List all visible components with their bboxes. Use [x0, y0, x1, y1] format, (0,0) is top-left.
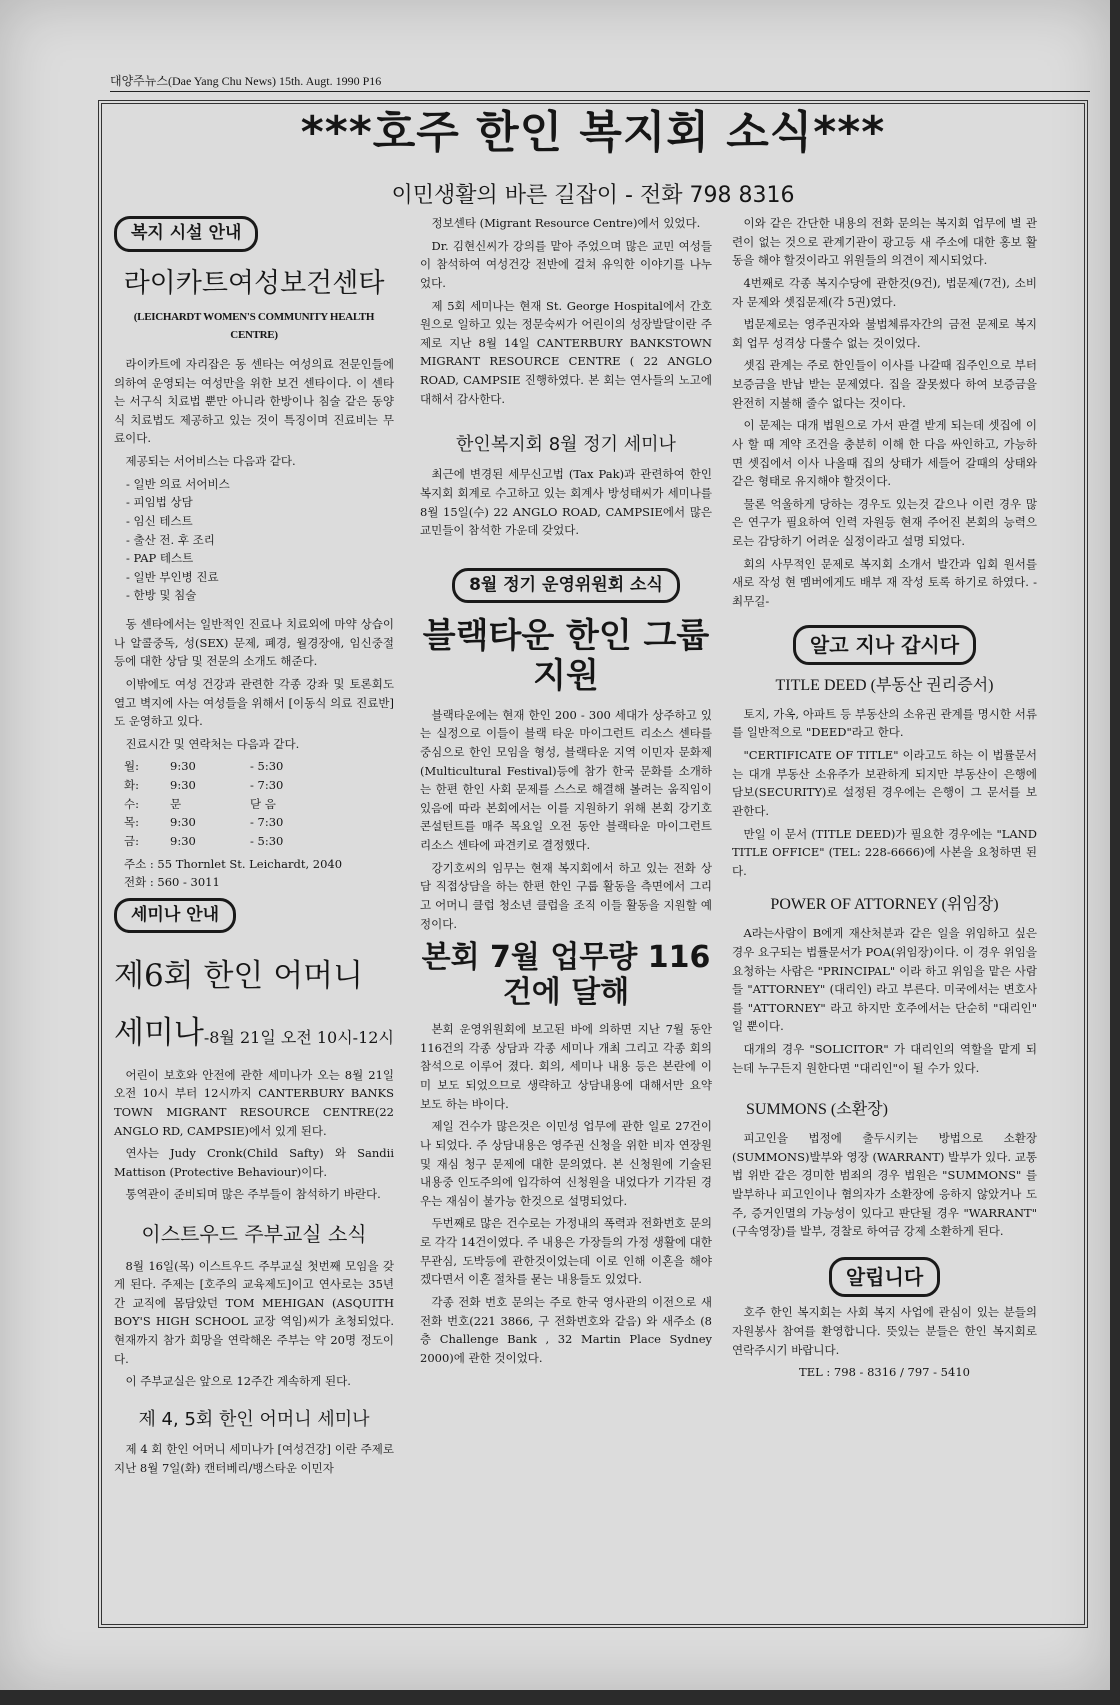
paragraph: 정보센타 (Migrant Resource Centre)에서 있었다. [431, 216, 701, 230]
paragraph: 본회 운영위원회에 보고된 바에 의하면 지난 7월 동안 116건의 각종 상담과 각종 세미나 개최 그리고 각종 회의 참석으로 이루어 졌다. 회의, 세미나 내용 등은 본란에 이미 보도 되었으므로 생략하고 상담내용에 대해서만 요약 보도 하는 바이다. [420, 1022, 712, 1111]
facility-guide-badge: 복지 시설 안내 [114, 216, 258, 252]
column-3 [732, 214, 1037, 1382]
hours-close: - 5:30 [250, 833, 284, 848]
paragraph: 이 문제는 대개 법원으로 가서 판결 받게 되는데 셋집에 이사 할 때 계약 조건을 충분히 이해 한 다음 싸인하고, 가능하면 셋집에서 이사 나올때 집의 상태가 세들어 갈때의 상태와 같은 형태로 유지해야 할것이다. [732, 418, 1037, 489]
paragraph: 두번째로 많은 건수로는 가정내의 폭력과 전화번호 문의로 각각 14건이였다. 주 내용은 가장들의 가정 생활에 대한 무관심, 도박등에 관한것이었는데 이로 인해 이혼을 해야겠다면서 이혼 절차를 묻는 내용들도 있었다. [420, 1216, 712, 1287]
paragraph: 호주 한인 복지회는 사회 복지 사업에 관심이 있는 분들의 자원봉사 참여를 환영합니다. 뜻있는 분들은 한인 복지회로 연락주시기 바랍니다. [732, 1305, 1037, 1357]
list-item: - 일반 부인병 진료 [126, 569, 219, 584]
committee-badge-wrap [420, 566, 712, 610]
mother-seminar-title: 제 4, 5회 한인 어머니 세미나 [138, 1408, 370, 1430]
paragraph: 라이카트에 자리잡은 동 센타는 여성의료 전문인들에 의하여 운영되는 여성만을 위한 보건 센타이다. 이 센타는 서구식 치료법 뿐만 아니라 한방이나 침술 같은 동양식 치료법도 제공하고 있는 것이 특징이며 진료비는 무료이다. [114, 356, 394, 446]
address: 주소 : 55 Thornlet St. Leichardt, 2040 [124, 856, 343, 871]
paragraph: 블랙타운에는 현재 한인 200 - 300 세대가 상주하고 있는 실정으로 이들이 블랙 타운 마이그런트 리소스 센타를 중심으로 한인 모임을 형성, 블랙타운 지역 이민자 문화제(Multicultural Festival)등에 참가 한국 문화를 소개하는 한편 한인 사회 문제를 스스로 해결해 볼려는 움직임이 있음에 따라 본회에서는 이를 지원하기 위해 본회 강기호 콘설턴트를 매주 목요일 오전 동안 블랙타운 마이그런트 리소스 센타에 파견키로 결정했다. [420, 707, 712, 852]
seminar-date: -8월 21일 오전 10시-12시 [203, 1027, 394, 1047]
paragraph: 제공되는 서어비스는 다음과 같다. [125, 454, 296, 469]
paragraph: 제일 건수가 많은것은 이민성 업무에 관한 일로 27건이나 되었다. 주 상담내용은 영주권 신청을 위한 비자 연장원및 재심 청구 문제에 대한 문의였다. 본 신청원에 기술된 내용중 인도주의에 입각하여 신청원을 내었다가 기각된 경우는 재심이 불가능 한것으로 설명되었다. [420, 1119, 712, 1208]
page-subtitle: 이민생활의 바른 길잡이 - 전화 798 8316 [391, 183, 795, 208]
seminar-guide-badge: 세미나 안내 [114, 898, 236, 934]
hours-close: - 7:30 [250, 815, 284, 830]
seminar-title: 제6회 한인 어머니 [114, 958, 364, 995]
seminar-title-2: 세미나 [114, 1014, 204, 1051]
paragraph: Dr. 김현신씨가 강의를 맡아 주었으며 많은 교민 여성들이 참석하여 여성건강 전반에 걸쳐 유익한 이야기를 나누었다. [420, 238, 712, 290]
hours-close: - 7:30 [250, 778, 284, 793]
notice-badge: 알립니다 [829, 1257, 940, 1297]
hours-day: 금: [124, 833, 139, 848]
paragraph: 이밖에도 여성 건강과 관련한 각종 강좌 및 토론회도 열고 벽지에 사는 여성들을 위해서 [이동식 의료 진료반] 도 운영하고 있다. [114, 676, 394, 729]
services-list [114, 475, 394, 605]
hours-open: 문 [170, 796, 182, 811]
committee-badge: 8월 정기 운영위원회 소식 [452, 568, 680, 604]
list-item: - 피임법 상담 [126, 495, 193, 510]
know-badge-wrap [732, 623, 1037, 671]
paragraph: 제 4 회 한인 어머니 세미나가 [여성건강] 이란 주제로 지난 8월 7일(화) 캔터베리/뱅스타운 이민자 [114, 1442, 394, 1475]
hours-open: 9:30 [170, 778, 196, 793]
list-item: - 일반 의료 서어비스 [126, 476, 230, 491]
column-1 [114, 214, 394, 1481]
notice-badge-wrap [732, 1255, 1037, 1303]
hours-day: 목: [124, 815, 139, 830]
paragraph: 피고인을 법정에 출두시키는 방법으로 소환장(SUMMONS)발부와 영장 (WARRANT) 발부가 있다. 교통법 위반 같은 경미한 범죄의 경우 법원은 "SUMMONS" 를 발부하나 피고인이나 혐의자가 소환장에 응하지 않았거나 도주, 증거인멸의 가능성이 있다고 판단될 경우 "WARRANT" (구속영장)를 발부, 경찰로 하여금 강제 소환하게 된다. [732, 1131, 1037, 1239]
paragraph: 각종 전화 번호 문의는 주로 한국 영사관의 이전으로 새 전화 번호(221 3866, 구 전화번호와 같음) 와 새주소 (8층 Challenge Bank , 32 Martin Place Sydney 2000)에 관한 것이었다. [420, 1294, 712, 1365]
list-item: - PAP 테스트 [126, 551, 194, 566]
masthead: 대양주뉴스(Dae Yang Chu News) 15th. Augt. 1990 P16 [110, 72, 1090, 92]
list-item: - 출산 전. 후 조리 [126, 532, 215, 547]
know-badge: 알고 지나 갑시다 [793, 625, 976, 665]
hours-open: 9:30 [170, 759, 196, 774]
paragraph: 최근에 변경된 세무신고법 (Tax Pak)과 관련하여 한인복지회 회계로 수고하고 있는 회계사 방성태씨가 세미나를 8월 15일(수) 22 ANGLO ROAD, CAMPSIE에서 많은 교민들이 참석한 가운데 갖었다. [420, 467, 712, 538]
paragraph: 만일 이 문서 (TITLE DEED)가 필요한 경우에는 "LAND TITLE OFFICE" (TEL: 228-6666)에 사본을 요청하면 된다. [732, 826, 1037, 878]
poa-title: POWER OF ATTORNEY (위임장) [770, 896, 999, 914]
health-centre-title: 라이카트여성보건센타 [123, 267, 385, 299]
welfare-seminar-title: 한인복지회 8월 정기 세미나 [456, 434, 676, 456]
paragraph: 진료시간 및 연락처는 다음과 같다. [125, 736, 300, 751]
health-centre-title-en: (LEICHARDT WOMEN'S COMMUNITY HEALTH CENTRE) [133, 311, 375, 342]
column-2 [420, 214, 712, 1371]
blacktown-title: 블랙타운 한인 그룹 지원 [422, 616, 710, 696]
summons-title: SUMMONS (소환장) [746, 1101, 888, 1119]
hours-day: 월: [124, 759, 139, 774]
paragraph: 연사는 Judy Cronk(Child Safty) 와 Sandii Mattison (Protective Behaviour)이다. [114, 1146, 394, 1179]
hours-day: 수: [124, 796, 139, 811]
paragraph: 토지, 가옥, 아파트 등 부동산의 소유권 관계를 명시한 서류를 일반적으로 "DEED"라고 한다. [732, 706, 1037, 740]
paragraph: 통역관이 준비되며 많은 주부들이 참석하기 바란다. [125, 1187, 381, 1202]
page-title: ***호주 한인 복지회 소식*** [300, 107, 886, 158]
notice-tel: TEL : 798 - 8316 / 797 - 5410 [799, 1365, 970, 1380]
paragraph: 제 5회 세미나는 현재 St. George Hospital에서 간호원으로 일하고 있는 정문숙씨가 어린이의 성장발달이란 주제로 지난 8월 14일 CANTERBURY BANKSTOWN MIGRANT RESOURCE CENTRE ( 22 ANGLO ROAD, CAMPSIE 진행하였다. 본 회는 연사들의 노고에 대해서 감사한다. [420, 298, 712, 406]
paragraph: "CERTIFICATE OF TITLE" 이라고도 하는 이 법률문서는 대개 부동산 소유주가 보관하게 되지만 부동산이 은행에 담보(SECURITY)로 설정된 경우에는 은행이 그 문서를 보관한다. [732, 748, 1037, 818]
list-item: - 한방 및 침술 [126, 588, 197, 603]
hours-close: - 5:30 [250, 759, 284, 774]
hours-open: 9:30 [170, 815, 196, 830]
hours-table [114, 757, 394, 850]
paragraph: 강기호씨의 임무는 현재 복지회에서 하고 있는 전화 상담 직접상담을 하는 한편 한인 구룹 활동을 측면에서 그리고 어머니 클럽 청소년 클럽을 조직 이들 활동을 지원할 예정이다. [420, 860, 712, 931]
deed-title: TITLE DEED (부동산 권리증서) [775, 676, 994, 694]
paragraph: 회의 사무적인 문제로 복지회 소개서 발간과 입회 원서를 새로 작성 현 멤버에게도 배부 재 작성 토록 하기로 하였다. -최무길- [732, 556, 1037, 608]
paragraph: 물론 억울하게 당하는 경우도 있는것 같으나 이런 경우 많은 연구가 필요하여 인력 자원등 현재 주어진 본회의 능력으로는 감당하기 어려운 실정이라고 설명 되었다. [732, 496, 1037, 548]
phone: 전화 : 560 - 3011 [124, 875, 220, 890]
article-frame [98, 100, 1088, 1628]
seminar-title-line2 [114, 1008, 394, 1058]
july-workload-title: 본회 7월 업무량 116건에 달해 [421, 940, 711, 1010]
paragraph: A라는사람이 B에게 재산처분과 같은 일을 위임하고 싶은 경우 요구되는 법률문서가 POA(위임장)이다. 이 경우 위임을 요청하는 사람은 "PRINCIPAL" 이라 하고 위임을 맡은 사람들 "ATTORNEY" (대리인) 라고 부른다. 미국에서는 변호사를 "ATTORNEY" 라고 하지만 호주에서는 단순히 "대리인" 일 뿐이다. [732, 926, 1037, 1034]
list-item: - 임신 테스트 [126, 513, 193, 528]
hours-open: 9:30 [170, 833, 196, 848]
paragraph: 법문제로는 영주권자와 불법체류자간의 금전 문제로 복지회 업무 성격상 다룰수 없는 것이었다. [732, 317, 1037, 350]
paragraph: 셋집 관계는 주로 한인들이 이사를 나갈때 집주인으로 부터 보증금을 반납 받는 문제였다. 집을 잘못썼다 하여 보증금을 완전히 지불해 줄수 없다는 것이다. [732, 358, 1037, 410]
paragraph: 8월 16일(목) 이스트우드 주부교실 첫번째 모임을 갖게 된다. 주제는 [호주의 교육제도]이고 연사로는 35년간 교직에 몸담았던 TOM MEHIGAN (ASQUITH BOY'S HIGH SCHOOL 교장 역임)씨가 초청되었다. 현재까지 참가 희망을 연락해온 주부는 약 20명 정도이다. [114, 1258, 394, 1366]
paragraph: 어린이 보호와 안전에 관한 세미나가 오는 8월 21일 오전 10시 부터 12시까지 CANTERBURY BANKS TOWN MIGRANT RESOURCE CENTRE(22 ANGLO RD, CAMPSIE)에서 있게 된다. [114, 1067, 394, 1138]
hours-day: 화: [124, 778, 139, 793]
paragraph: 동 센타에서는 일반적인 진료나 치료외에 마약 상습이나 알콜중독, 성(SEX) 문제, 폐경, 월경장애, 임신중절 등에 대한 상담 및 전문의 소개도 해준다. [114, 617, 394, 669]
paragraph: 4번째로 각종 복지수당에 관한것(9건), 법문제(7건), 소비자 문제와 셋집문제(각 5권)였다. [732, 275, 1037, 309]
paragraph: 이와 같은 간단한 내용의 전화 문의는 복지회 업무에 별 관련이 없는 것으로 관계기관이 광고등 새 주소에 대한 홍보 활동을 해야 할것이라고 위원들의 의견이 제시되었다. [732, 216, 1037, 268]
paragraph: 대개의 경우 "SOLICITOR" 가 대리인의 역할을 맡게 되는데 누구든지 원한다면 "대리인"이 될 수가 있다. [732, 1042, 1037, 1075]
paragraph: 이 주부교실은 앞으로 12주간 계속하게 된다. [125, 1374, 351, 1389]
eastwood-title: 이스트우드 주부교실 소식 [141, 1222, 367, 1247]
hours-close: 닫 음 [250, 796, 276, 811]
